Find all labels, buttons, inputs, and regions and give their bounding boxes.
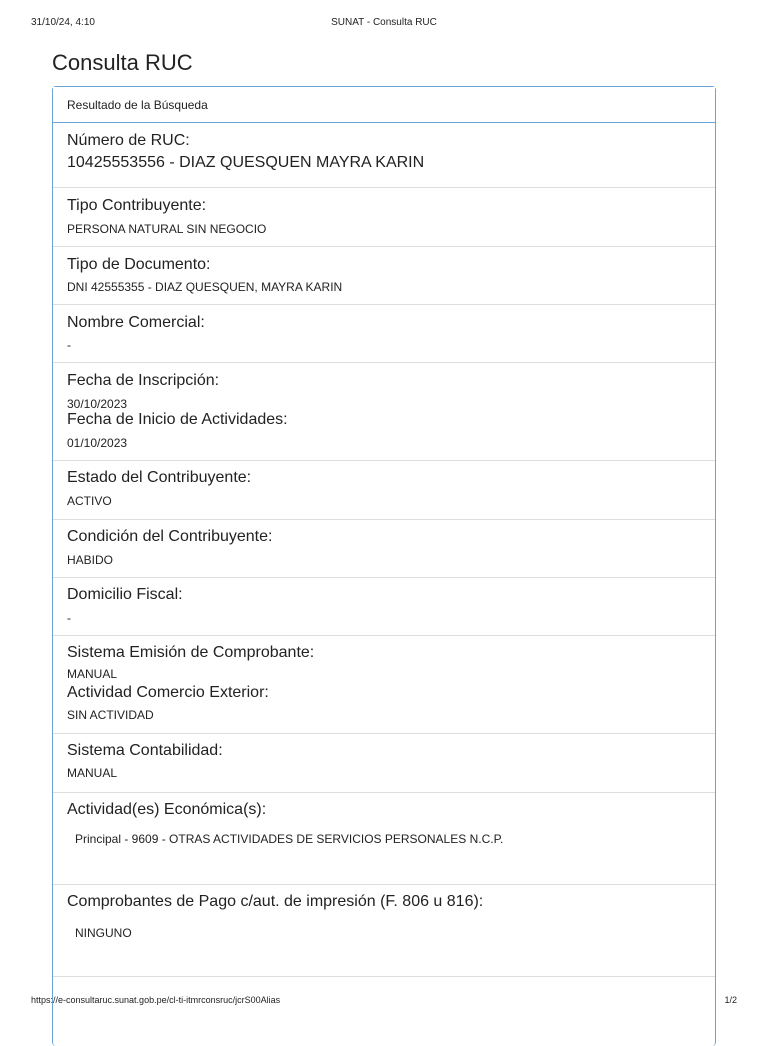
estado-value: ACTIVO bbox=[67, 494, 112, 508]
comercio-exterior-label: Actividad Comercio Exterior: bbox=[67, 684, 269, 701]
actividades-label: Actividad(es) Económica(s): bbox=[67, 801, 267, 818]
nombre-comercial-label: Nombre Comercial: bbox=[67, 314, 205, 331]
tipo-contribuyente-row bbox=[53, 188, 715, 247]
emision-row bbox=[53, 636, 715, 734]
tipo-contribuyente-label: Tipo Contribuyente: bbox=[67, 197, 207, 214]
tipo-documento-label: Tipo de Documento: bbox=[67, 256, 211, 273]
sistema-emision-value: MANUAL bbox=[67, 667, 118, 681]
contabilidad-row bbox=[53, 734, 715, 793]
tipo-documento-value: DNI 42555355 - DIAZ QUESQUEN, MAYRA KARIN bbox=[67, 280, 343, 294]
domicilio-value: - bbox=[67, 611, 71, 625]
tipo-documento-row bbox=[53, 247, 715, 305]
results-panel bbox=[52, 86, 716, 1046]
comprobantes-label: Comprobantes de Pago c/aut. de impresión (F. 806 u 816): bbox=[67, 893, 484, 910]
fecha-inicio-value: 01/10/2023 bbox=[67, 436, 128, 450]
fechas-row bbox=[53, 363, 715, 461]
condicion-row bbox=[53, 520, 715, 578]
domicilio-row bbox=[53, 578, 715, 636]
tipo-contribuyente-value: PERSONA NATURAL SIN NEGOCIO bbox=[67, 222, 267, 236]
page-url: https://e-consultaruc.sunat.gob.pe/cl-ti-itmrconsruc/jcrS00Alias bbox=[31, 995, 281, 1005]
condicion-label: Condición del Contribuyente: bbox=[67, 528, 273, 545]
actividades-row bbox=[53, 793, 715, 885]
actividades-value: Principal - 9609 - OTRAS ACTIVIDADES DE SERVICIOS PERSONALES N.C.P. bbox=[75, 832, 504, 846]
estado-label: Estado del Contribuyente: bbox=[67, 469, 252, 486]
condicion-value: HABIDO bbox=[67, 553, 114, 567]
contabilidad-value: MANUAL bbox=[67, 766, 118, 780]
print-datetime: 31/10/24, 4:10 bbox=[31, 17, 95, 28]
comercio-exterior-value: SIN ACTIVIDAD bbox=[67, 708, 154, 722]
page-number: 1/2 bbox=[724, 995, 737, 1005]
ruc-label: Número de RUC: bbox=[67, 132, 190, 149]
panel-heading: Resultado de la Búsqueda bbox=[53, 87, 715, 123]
fecha-inicio-label: Fecha de Inicio de Actividades: bbox=[67, 411, 288, 428]
nombre-comercial-row bbox=[53, 305, 715, 363]
contabilidad-label: Sistema Contabilidad: bbox=[67, 742, 223, 759]
estado-row bbox=[53, 461, 715, 520]
comprobantes-value: NINGUNO bbox=[75, 926, 132, 940]
sistema-emision-label: Sistema Emisión de Comprobante: bbox=[67, 644, 315, 661]
page-title: Consulta RUC bbox=[52, 50, 193, 75]
ruc-value: 10425553556 - DIAZ QUESQUEN MAYRA KARIN bbox=[67, 154, 425, 171]
ruc-row bbox=[53, 123, 715, 188]
print-tab-title: SUNAT - Consulta RUC bbox=[331, 17, 437, 28]
fecha-inscripcion-value: 30/10/2023 bbox=[67, 397, 128, 411]
print-header bbox=[0, 17, 768, 31]
domicilio-label: Domicilio Fiscal: bbox=[67, 586, 183, 603]
fecha-inscripcion-label: Fecha de Inscripción: bbox=[67, 372, 220, 389]
nombre-comercial-value: - bbox=[67, 338, 71, 352]
comprobantes-row bbox=[53, 885, 715, 977]
